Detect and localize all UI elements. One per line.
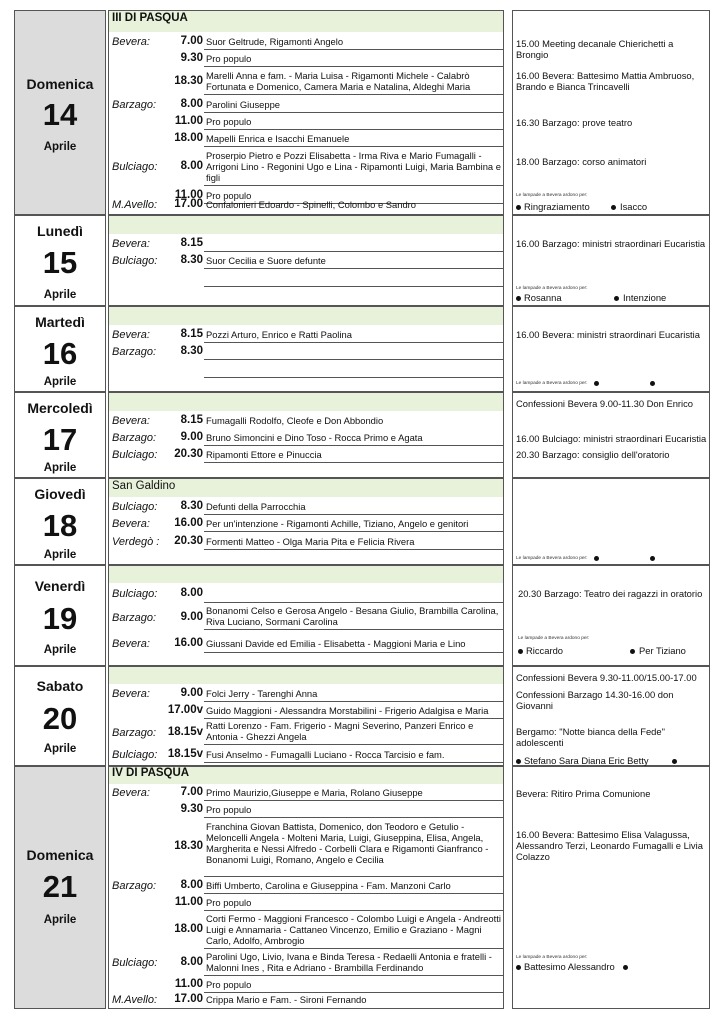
mass-time: 16.00 — [174, 637, 203, 649]
mass-time: 8.00 — [180, 98, 203, 110]
mass-row — [109, 114, 505, 131]
mass-time: 9.30 — [180, 803, 203, 815]
event-item: 20.30 Barzago: consiglio dell'oratorio — [516, 449, 670, 460]
mass-intention: Biffi Umberto, Carolina e Giuseppina - Fam. Manzoni Carlo — [204, 880, 503, 894]
mass-row — [109, 236, 505, 253]
day-number: 14 — [42, 97, 78, 132]
mass-intention: Pro populo — [204, 897, 503, 911]
events-block-day-21 — [512, 766, 710, 1009]
day-name: Domenica — [26, 76, 94, 92]
bullet-icon — [516, 205, 521, 210]
mass-row — [109, 993, 505, 1009]
lamp-name: Intenzione — [623, 292, 667, 303]
mass-intention: Folci Jerry - Tarenghi Anna — [204, 688, 503, 702]
event-item: Confessioni Bevera 9.00-11.30 Don Enrico — [516, 398, 694, 409]
mass-intention — [204, 238, 503, 252]
day-month: Aprile — [43, 644, 77, 656]
mass-intention: Fusi Anselmo - Fumagalli Luciano - Rocca Tarcisio e fam. — [204, 749, 503, 763]
mass-time: 8.30 — [180, 254, 203, 266]
day-cell-wednesday-17 — [14, 392, 106, 478]
day-name: Domenica — [26, 847, 94, 863]
mass-row — [109, 977, 505, 994]
title-band — [109, 216, 503, 234]
mass-intention: Proserpio Pietro e Pozzi Elisabetta - Irma Riva e Mario Fumagalli - Arrigoni Lino - Regonini Ugo e Lina - Ripamonti Luigi, Maria Bambina e figli — [204, 150, 503, 186]
mass-row — [109, 198, 505, 215]
event-item: 16.00 Bulciago: ministri straordinari Eucaristia — [516, 433, 707, 444]
mass-block-day-17 — [108, 392, 504, 478]
location-label: Bulciago: — [112, 588, 158, 600]
location-label: Bulciago: — [112, 957, 158, 969]
mass-time: 9.00 — [180, 431, 203, 443]
title-band — [109, 307, 503, 325]
mass-intention: Pro populo — [204, 979, 503, 993]
mass-time: 11.00 — [174, 189, 203, 201]
mass-intention: Primo Maurizio,Giuseppe e Maria, Rolano Giuseppe — [204, 787, 503, 801]
mass-intention: Bonanomi Celso e Gerosa Angelo - Besana Giulio, Brambilla Carolina, Riva Luciano, Sormani Carolina — [204, 605, 503, 630]
day-name: Martedì — [35, 314, 85, 330]
location-label: Bulciago: — [112, 749, 158, 761]
mass-time: 8.15 — [180, 414, 203, 426]
mass-row — [109, 895, 505, 912]
bullet-icon — [516, 296, 521, 301]
events-block-day-20 — [512, 666, 710, 766]
bullet-icon — [672, 759, 677, 764]
mass-time: 8.00 — [180, 160, 203, 172]
mass-time: 18.30 — [174, 75, 203, 87]
location-label: Bevera: — [112, 638, 150, 650]
mass-time: 11.00 — [174, 115, 203, 127]
location-label: M.Avello: — [112, 199, 158, 211]
lamp-caption: Le lampade a Bevera ardono per: — [518, 636, 590, 641]
day-cell-saturday-20 — [14, 666, 106, 766]
mass-row — [109, 636, 505, 655]
mass-time: 17.00v — [167, 704, 203, 716]
event-item: Confessioni Barzago 14.30-16.00 don Giovanni — [516, 689, 674, 711]
day-month: Aprile — [43, 914, 77, 926]
mass-intention: Pro populo — [204, 190, 503, 204]
mass-intention: Marelli Anna e fam. - Maria Luisa - Rigamonti Michele - Calabrò Fortunata e Domenico, Camera Maria e Natalina, Aldeghi Maria — [204, 70, 503, 95]
mass-intention: Parolini Giuseppe — [204, 99, 503, 113]
events-block-day-18 — [512, 478, 710, 565]
location-label: Bevera: — [112, 518, 150, 530]
location-label: Bevera: — [112, 329, 150, 341]
mass-time: 18.30 — [174, 840, 203, 852]
location-label: Bulciago: — [112, 501, 158, 513]
mass-row — [109, 747, 505, 764]
event-item: Confessioni Bevera 9.30-11.00/15.00-17.00 — [516, 672, 697, 683]
bullet-icon — [518, 649, 523, 654]
lamp-caption: Le lampade a Bevera ardono per: — [516, 556, 588, 561]
day-name: Giovedì — [34, 486, 86, 502]
mass-row — [109, 585, 505, 604]
mass-time: 8.00 — [180, 879, 203, 891]
mass-intention: Giussani Davide ed Emilia - Elisabetta - Maggioni Maria e Lino — [204, 638, 503, 653]
mass-time: 8.15 — [180, 328, 203, 340]
mass-intention: Confalonieri Edoardo - Spinelli, Colombo e Sandro — [206, 199, 417, 210]
event-item: 20.30 Barzago: Teatro dei ragazzi in oratorio — [518, 588, 703, 599]
day-number: 17 — [42, 422, 78, 457]
mass-intention: Franchina Giovan Battista, Domenico, don Teodoro e Getulio - Meloncelli Angela - Molteni Maria, Luigi, Giuseppina, Elisa, Angela, Margherita e Nessi Alfredo - Corbelli Clara e Rigamonti Gianfranco - Bonanomi Luigi, Romano, Angelo e Cecilia — [204, 821, 503, 877]
title-band — [109, 667, 503, 684]
location-label: Barzago: — [112, 432, 157, 444]
mass-row — [109, 703, 505, 720]
day-number: 15 — [42, 245, 78, 280]
mass-time: 20.30 — [174, 448, 203, 460]
mass-intention: Guido Maggioni - Alessandra Morstabilini - Frigerio Adalgisa e Maria — [204, 705, 503, 719]
mass-intention: Bruno Simoncini e Dino Toso - Rocca Primo e Agata — [204, 432, 503, 446]
bullet-icon — [650, 381, 655, 386]
mass-row — [109, 149, 505, 187]
mass-time: 20.30 — [174, 535, 203, 547]
event-item: Bergamo: "Notte bianca della Fede" adolescenti — [516, 726, 665, 748]
location-label: Barzago: — [112, 612, 157, 624]
bullet-icon — [516, 759, 521, 764]
events-block-day-14 — [512, 10, 710, 215]
mass-block-day-14 — [108, 10, 504, 215]
day-name: Venerdì — [34, 578, 86, 594]
location-label: Bulciago: — [112, 255, 158, 267]
mass-row — [109, 447, 505, 464]
day-month: Aprile — [43, 549, 77, 561]
mass-row — [109, 499, 505, 516]
day-cell-monday-15 — [14, 215, 106, 306]
mass-row — [109, 912, 505, 949]
bullet-icon — [611, 205, 616, 210]
day-cell-tuesday-16 — [14, 306, 106, 392]
mass-row — [109, 131, 505, 148]
mass-intention: Parolini Ugo, Livio, Ivana e Binda Teresa - Redaelli Antonia e fratelli - Malonni Ines , Rita e Adriano - Brambilla Ferdinando — [204, 951, 503, 976]
mass-row — [109, 413, 505, 430]
events-block-day-19 — [512, 565, 710, 666]
mass-block-day-19 — [108, 565, 504, 666]
mass-intention: Pro populo — [204, 804, 503, 818]
location-label: Bevera: — [112, 688, 150, 700]
mass-block-day-21 — [108, 766, 504, 1009]
mass-intention: Pro populo — [204, 53, 503, 67]
mass-intention: Corti Fermo - Maggioni Francesco - Colombo Luigi e Angela - Andreotti Luigi e Annamaria - Cattaneo Vincenzo, Emilio e Graziano - Magni Carlo, Adolfo, Ambrogio — [204, 913, 503, 949]
day-number: 18 — [42, 508, 78, 543]
day-name: Lunedì — [37, 223, 83, 239]
mass-row — [109, 820, 505, 877]
bullet-icon — [623, 965, 628, 970]
mass-row — [109, 534, 505, 551]
day-cell-friday-19 — [14, 565, 106, 666]
day-name: Mercoledì — [27, 400, 93, 416]
event-item: 16.00 Bevera: Battesimo Elisa Valagussa, Alessandro Terzi, Leonardo Fumagalli e Livia Colazzo — [516, 829, 703, 862]
event-item: 16.00 Bevera: ministri straordinari Eucaristia — [516, 329, 700, 340]
location-label: Verdegò : — [112, 536, 160, 548]
mass-time: 18.00 — [174, 923, 203, 935]
mass-time: 11.00 — [174, 978, 203, 990]
day-month: Aprile — [43, 743, 77, 755]
mass-intention: Pro populo — [204, 116, 503, 130]
location-label: Barzago: — [112, 880, 157, 892]
bullet-icon — [516, 965, 521, 970]
events-block-day-15 — [512, 215, 710, 306]
event-item: 16.30 Barzago: prove teatro — [516, 117, 633, 128]
mass-intention-empty — [204, 273, 503, 287]
mass-intention: Formenti Matteo - Olga Maria Pita e Felicia Rivera — [204, 536, 503, 550]
mass-row — [109, 253, 505, 270]
location-label: Barzago: — [112, 346, 157, 358]
day-month: Aprile — [43, 462, 77, 474]
title-band — [109, 479, 503, 497]
day-cell-sunday-21 — [14, 766, 106, 1009]
mass-block-day-18 — [108, 478, 504, 565]
lamp-caption: Le lampade a Bevera ardono per: — [516, 955, 588, 960]
events-block-day-16 — [512, 306, 710, 392]
title-band — [109, 393, 503, 411]
bullet-icon — [650, 556, 655, 561]
event-item: 16.00 Barzago: ministri straordinari Eucaristia — [516, 238, 706, 249]
title-band — [109, 767, 503, 784]
day-cell-sunday-14 — [14, 10, 106, 215]
mass-time: 9.30 — [180, 52, 203, 64]
location-label: Barzago: — [112, 99, 157, 111]
mass-row — [109, 720, 505, 746]
location-label: Bevera: — [112, 787, 150, 799]
day-number: 16 — [42, 336, 78, 371]
location-label: Bevera: — [112, 415, 150, 427]
mass-time: 8.30 — [180, 500, 203, 512]
event-item: Bevera: Ritiro Prima Comunione — [516, 788, 651, 799]
mass-row — [109, 97, 505, 114]
mass-intention: Ratti Lorenzo - Fam. Frigerio - Magni Severino, Panzeri Enrico e Antonia - Ghezzi Angela — [204, 720, 503, 745]
event-item: 15.00 Meeting decanale Chierichetti a Brongio — [516, 38, 674, 60]
lamp-caption: Le lampade a Bevera ardono per: — [516, 193, 588, 198]
mass-time: 7.00 — [180, 786, 203, 798]
bullet-icon — [594, 381, 599, 386]
lamp-caption: Le lampade a Bevera ardono per: — [516, 286, 588, 291]
location-label: Bevera: — [112, 36, 150, 48]
mass-intention: Ripamonti Ettore e Pinuccia — [204, 449, 503, 463]
mass-row — [109, 327, 505, 344]
lamp-name: Isacco — [620, 201, 648, 212]
mass-time: 17.00 — [174, 198, 203, 210]
event-item: 18.00 Barzago: corso animatori — [516, 156, 647, 167]
location-label: Bulciago: — [112, 161, 158, 173]
day-name: Sabato — [36, 678, 84, 694]
mass-time: 7.00 — [180, 35, 203, 47]
lamp-name: Riccardo — [526, 645, 563, 656]
mass-row-empty — [109, 271, 505, 288]
mass-row — [109, 878, 505, 895]
events-block-day-17 — [512, 392, 710, 478]
mass-row — [109, 802, 505, 819]
mass-intention: Suor Geltrude, Rigamonti Angelo — [204, 36, 503, 50]
day-month: Aprile — [43, 141, 77, 153]
mass-intention: Pozzi Arturo, Enrico e Ratti Paolina — [204, 329, 503, 343]
day-number: 21 — [42, 869, 78, 904]
liturgical-title: III DI PASQUA — [112, 12, 188, 24]
mass-row — [109, 785, 505, 802]
day-month: Aprile — [43, 376, 77, 388]
location-label: Bevera: — [112, 238, 150, 250]
mass-time: 17.00 — [174, 993, 203, 1005]
bullet-icon — [630, 649, 635, 654]
mass-time: 8.00 — [180, 956, 203, 968]
day-cell-thursday-18 — [14, 478, 106, 565]
mass-intention: Mapelli Enrica e Isacchi Emanuele — [204, 133, 503, 147]
mass-time: 8.15 — [180, 237, 203, 249]
title-band — [109, 11, 503, 32]
mass-row — [109, 430, 505, 447]
location-label: Barzago: — [112, 727, 157, 739]
mass-row — [109, 686, 505, 703]
day-number: 20 — [42, 701, 78, 736]
lamp-name: Stefano Sara Diana Eric Betty — [524, 755, 649, 766]
mass-row — [109, 34, 505, 51]
location-label: M.Avello: — [112, 994, 158, 1006]
mass-intention: Suor Cecilia e Suore defunte — [204, 255, 503, 269]
location-label: Bulciago: — [112, 449, 158, 461]
mass-time: 16.00 — [174, 517, 203, 529]
mass-time: 11.00 — [174, 896, 203, 908]
mass-row — [109, 604, 505, 631]
day-month: Aprile — [43, 289, 77, 301]
mass-block-day-16 — [108, 306, 504, 392]
lamp-caption: Le lampade a Bevera ardono per: — [516, 381, 588, 386]
mass-intention: Defunti della Parrocchia — [204, 501, 503, 515]
mass-time: 8.30 — [180, 345, 203, 357]
mass-time: 9.00 — [180, 611, 203, 623]
title-band — [109, 566, 503, 583]
mass-time: 18.15v — [167, 748, 203, 760]
mass-block-day-20 — [108, 666, 504, 766]
mass-time: 8.00 — [180, 587, 203, 599]
liturgical-title: San Galdino — [112, 480, 176, 492]
bullet-icon — [614, 296, 619, 301]
event-item: 16.00 Bevera: Battesimo Mattia Ambruoso, Brando e Bianca Trincavelli — [516, 70, 695, 92]
mass-intention: Crippa Mario e Fam. - Sironi Fernando — [206, 994, 367, 1005]
liturgical-title: IV DI PASQUA — [112, 767, 190, 779]
mass-time: 18.00 — [174, 132, 203, 144]
mass-row — [109, 69, 505, 96]
lamp-name: Rosanna — [524, 292, 562, 303]
lamp-name: Ringraziamento — [524, 201, 590, 212]
lamp-name: Per Tiziano — [639, 645, 686, 656]
mass-intention: Per un'intenzione - Rigamonti Achille, Tiziano, Angelo e genitori — [204, 518, 503, 532]
mass-intention — [204, 346, 503, 360]
mass-block-day-15 — [108, 215, 504, 306]
mass-intention: Fumagalli Rodolfo, Cleofe e Don Abbondio — [206, 415, 384, 426]
lamp-name: Battesimo Alessandro — [524, 961, 615, 972]
day-number: 19 — [42, 601, 78, 636]
mass-time: 18.15v — [167, 726, 203, 738]
mass-row-empty — [109, 362, 505, 379]
mass-row — [109, 950, 505, 977]
mass-row — [109, 344, 505, 361]
bullet-icon — [594, 556, 599, 561]
mass-row — [109, 51, 505, 68]
mass-intention-empty — [204, 364, 503, 378]
mass-row — [109, 516, 505, 533]
mass-intention — [204, 588, 503, 603]
mass-time: 9.00 — [180, 687, 203, 699]
